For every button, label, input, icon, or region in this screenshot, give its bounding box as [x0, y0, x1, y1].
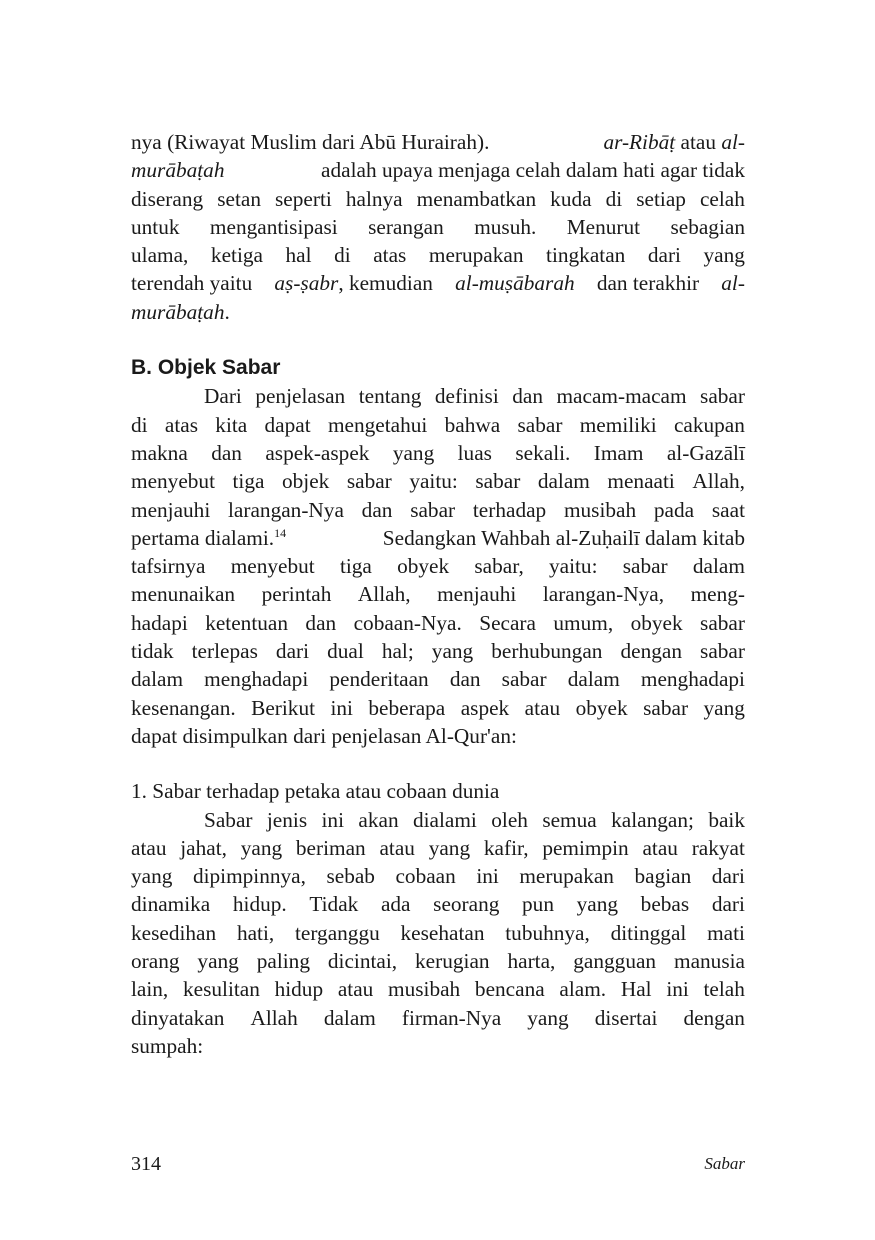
word: celah — [699, 186, 745, 211]
word: yang — [527, 1005, 569, 1030]
word: menyebut — [131, 469, 215, 494]
word: kerugian — [415, 949, 490, 974]
word: setiap — [636, 186, 686, 211]
word: atau — [642, 835, 678, 860]
word: setan — [217, 186, 261, 211]
text-run: Sedangkan Wahbah al-Zuḥailī dalam kitab — [382, 525, 745, 550]
word: kuda — [550, 186, 592, 211]
word: rakyat — [691, 835, 745, 860]
word: kalangan; — [611, 807, 694, 832]
text-run — [131, 241, 745, 269]
word: kesehatan — [400, 920, 485, 945]
word: sabar — [517, 412, 563, 437]
word: Hal — [620, 977, 652, 1002]
word: menunaikan — [131, 582, 236, 607]
word: yang — [576, 892, 619, 917]
word: umum, — [553, 610, 614, 635]
word: ketiga — [210, 243, 263, 268]
word: cobaan-Nya. — [353, 610, 462, 635]
word: seorang — [433, 892, 500, 917]
word: harta, — [507, 949, 556, 974]
word: pada — [653, 497, 695, 522]
word: definisi — [434, 384, 499, 409]
text-line — [131, 609, 745, 637]
word: yang — [431, 639, 474, 664]
word: kita — [215, 412, 248, 437]
word: di — [131, 412, 148, 437]
word: dan — [305, 610, 337, 635]
text-line — [131, 496, 745, 524]
word: dinamika — [131, 892, 211, 917]
word: sabar, — [474, 554, 524, 579]
word: dan — [449, 667, 481, 692]
word: menghadapi — [640, 667, 745, 692]
text-line — [131, 128, 745, 156]
word: luas — [457, 440, 492, 465]
word: yaitu: — [548, 554, 598, 579]
word: berhubungan — [491, 639, 603, 664]
word: dalam — [537, 469, 590, 494]
word: baik — [708, 807, 745, 832]
text-run: dapat disimpulkan dari penjelasan Al-Qur'an: — [131, 723, 517, 748]
word: Imam — [593, 440, 644, 465]
text-line — [131, 269, 745, 297]
word: perintah — [261, 582, 332, 607]
word: terhadap — [472, 497, 547, 522]
word: ada — [380, 892, 411, 917]
word: dalam — [131, 667, 184, 692]
text-line — [131, 241, 745, 269]
word: sebab — [326, 864, 375, 889]
word: Allah, — [692, 469, 745, 494]
word: Secara — [479, 610, 536, 635]
text-line — [131, 890, 745, 918]
word: musuh. — [474, 214, 537, 239]
word: beberapa — [368, 695, 446, 720]
word: pemimpin — [542, 835, 629, 860]
word: bencana — [474, 977, 545, 1002]
word: paling — [256, 949, 310, 974]
text-run — [131, 496, 745, 524]
text-line — [131, 185, 745, 213]
word: jahat, — [180, 835, 227, 860]
word: kafir, — [483, 835, 529, 860]
text-line — [131, 722, 745, 750]
word: diserang — [131, 186, 204, 211]
word: lain, — [131, 977, 169, 1002]
word: sabar — [700, 610, 745, 635]
word: terganggu — [294, 920, 380, 945]
text-run — [131, 185, 745, 213]
text-run — [131, 213, 745, 241]
word: kesulitan — [182, 977, 260, 1002]
word: obyek — [575, 695, 628, 720]
text-line — [131, 919, 745, 947]
word: hal; — [381, 639, 414, 664]
text-run — [131, 439, 745, 467]
word: Berikut — [251, 695, 316, 720]
word: dari — [711, 892, 745, 917]
word: aspek — [460, 695, 510, 720]
word: dinyatakan — [131, 1005, 225, 1030]
text-run — [131, 552, 745, 580]
word: sabar — [475, 469, 521, 494]
word: jenis — [266, 807, 308, 832]
body-text — [131, 128, 745, 1060]
word: larangan-Nya — [228, 497, 344, 522]
text-run — [131, 890, 745, 918]
word: dan — [361, 497, 393, 522]
word: mengetahui — [327, 412, 428, 437]
word: sebagian — [670, 214, 745, 239]
text-line — [131, 156, 745, 184]
text-line — [131, 411, 745, 439]
text-run — [131, 947, 745, 975]
word: dapat — [264, 412, 311, 437]
text-run: adalah upaya menjaga celah dalam hati agar tidak — [321, 158, 745, 183]
word: untuk — [131, 214, 180, 239]
text-line — [131, 1032, 745, 1060]
word: yang — [197, 949, 239, 974]
word: memiliki — [579, 412, 657, 437]
text-line — [131, 834, 745, 862]
word: hadapi — [131, 610, 188, 635]
word: musibah — [563, 497, 637, 522]
word: tafsirnya — [131, 554, 206, 579]
word: atau — [131, 835, 167, 860]
word: merupakan — [519, 864, 614, 889]
word: cobaan — [395, 864, 456, 889]
word: telah — [703, 977, 745, 1002]
word: menghadapi — [204, 667, 309, 692]
word: dari — [647, 243, 681, 268]
word: menaati — [607, 469, 675, 494]
word: ulama, — [131, 243, 189, 268]
text-line — [131, 665, 745, 693]
word: ini — [476, 864, 499, 889]
word: menjauhi — [437, 582, 517, 607]
word: alam. — [559, 977, 607, 1002]
word: yang — [131, 864, 173, 889]
word: orang — [131, 949, 180, 974]
word: macam-macam — [556, 384, 687, 409]
word: meng- — [690, 582, 745, 607]
word: mengantisipasi — [209, 214, 338, 239]
word: dalam — [567, 667, 620, 692]
text-run: terendah yaitu — [131, 271, 253, 296]
word: Allah — [250, 1005, 298, 1030]
word: halnya — [345, 186, 403, 211]
word: terlepas — [191, 639, 258, 664]
word: cakupan — [673, 412, 745, 437]
word: beriman — [295, 835, 366, 860]
word: tiga — [232, 469, 265, 494]
text-line — [131, 694, 745, 722]
word: atas — [373, 243, 407, 268]
word: kesedihan — [131, 920, 217, 945]
text-run — [204, 382, 745, 410]
text-line — [131, 298, 745, 326]
italic-term: murābaṭah — [131, 299, 225, 324]
word: bagian — [634, 864, 692, 889]
word: penjelasan — [255, 384, 346, 409]
word: Tidak — [309, 892, 359, 917]
word: sabar — [700, 639, 745, 664]
word: menambatkan — [416, 186, 537, 211]
text-line — [131, 213, 745, 241]
word: yang — [240, 835, 283, 860]
text-line — [131, 806, 745, 834]
italic-term: al-muṣābarah — [455, 271, 575, 296]
word: dialami — [412, 807, 477, 832]
italic-term: ar-Ribāṭ — [603, 130, 676, 154]
word: kesenangan. — [131, 695, 236, 720]
text-line — [131, 524, 745, 552]
word: dari — [711, 864, 745, 889]
word: gangguan — [573, 949, 657, 974]
word: bebas — [640, 892, 690, 917]
word: serangan — [368, 214, 444, 239]
word: manusia — [674, 949, 745, 974]
word: bahwa — [444, 412, 501, 437]
text-run — [131, 834, 745, 862]
word: dari — [275, 639, 310, 664]
word: ini — [666, 977, 689, 1002]
word: dual — [327, 639, 364, 664]
word: musibah — [388, 977, 461, 1002]
word: sabar — [700, 384, 745, 409]
word: ditinggal — [610, 920, 687, 945]
text-run — [131, 467, 745, 495]
word: sabar — [410, 497, 456, 522]
word: Menurut — [566, 214, 641, 239]
word: sabar — [622, 554, 668, 579]
word: seperti — [275, 186, 332, 211]
text-run — [131, 862, 745, 890]
word: semua — [542, 807, 597, 832]
text-run — [131, 411, 745, 439]
text-run: nya (Riwayat Muslim dari Abū Hurairah). — [131, 130, 490, 154]
word: sekali. — [515, 440, 571, 465]
word: al-Gazālī — [666, 440, 745, 465]
word: yang — [703, 243, 745, 268]
word: penderitaan — [329, 667, 429, 692]
word: ini — [321, 807, 344, 832]
word: Dari — [204, 384, 242, 409]
italic-term: al- — [721, 130, 745, 154]
word: di — [605, 186, 623, 211]
text-line — [131, 862, 745, 890]
word: objek — [281, 469, 330, 494]
text-run — [131, 975, 745, 1003]
text-run — [131, 1004, 745, 1032]
text-line — [131, 552, 745, 580]
word: hidup. — [232, 892, 287, 917]
word: dalam — [692, 554, 745, 579]
text-run: dan terakhir — [596, 271, 700, 296]
word: mati — [707, 920, 745, 945]
text-run — [131, 637, 745, 665]
word: menyebut — [230, 554, 315, 579]
word: saat — [711, 497, 745, 522]
italic-term: al- — [721, 271, 745, 296]
word: larangan-Nya, — [542, 582, 665, 607]
text-run: atau — [680, 130, 716, 154]
list-item — [131, 777, 745, 805]
word: sabar — [643, 695, 689, 720]
text-line — [131, 975, 745, 1003]
word: tentang — [358, 384, 422, 409]
word: dan — [512, 384, 543, 409]
text-line — [131, 637, 745, 665]
word: dicintai, — [327, 949, 398, 974]
word: tubuhnya, — [505, 920, 590, 945]
word: oleh — [491, 807, 528, 832]
word: tidak — [131, 639, 174, 664]
running-footer: Sabar — [704, 1154, 745, 1173]
word: merupakan — [428, 243, 524, 268]
text-line — [131, 467, 745, 495]
word: aspek-aspek — [265, 440, 370, 465]
word: dengan — [620, 639, 682, 664]
word: hal — [285, 243, 312, 268]
footnote-marker[interactable]: 14 — [274, 525, 287, 540]
word: makna — [131, 440, 188, 465]
text-line — [131, 1004, 745, 1032]
word: sabar — [501, 667, 547, 692]
page-number: 314 — [131, 1153, 161, 1175]
word: dipimpinnya, — [192, 864, 306, 889]
word: yaitu: — [409, 469, 458, 494]
text-run — [131, 919, 745, 947]
word: hati, — [236, 920, 275, 945]
word: Allah, — [357, 582, 411, 607]
text-run: , kemudian — [338, 271, 433, 296]
word: sabar — [346, 469, 392, 494]
word: obyek — [630, 610, 683, 635]
word: menjauhi — [131, 497, 211, 522]
word: atau — [524, 695, 561, 720]
word: pun — [522, 892, 554, 917]
list-item-text: 1. Sabar terhadap petaka atau cobaan dunia — [131, 779, 500, 804]
italic-term: aṣ-ṣabr — [274, 271, 339, 296]
text-run: . — [224, 299, 230, 324]
word: disertai — [594, 1005, 658, 1030]
word: di — [334, 243, 351, 268]
word: tiga — [339, 554, 372, 579]
word: dalam — [323, 1005, 376, 1030]
word: ketentuan — [205, 610, 288, 635]
text-run: pertama dialami. — [131, 525, 275, 550]
word: firman-Nya — [401, 1005, 502, 1030]
word: atau — [379, 835, 415, 860]
word: yang — [703, 695, 745, 720]
text-line — [131, 580, 745, 608]
word: dengan — [683, 1005, 745, 1030]
word: dan — [211, 440, 242, 465]
word: atas — [164, 412, 198, 437]
text-run — [204, 806, 745, 834]
text-run — [131, 665, 745, 693]
word: yang — [428, 835, 471, 860]
word: hidup — [274, 977, 324, 1002]
text-line — [131, 947, 745, 975]
word: tingkatan — [546, 243, 626, 268]
word: yang — [392, 440, 435, 465]
section-heading: B. Objek Sabar — [131, 356, 281, 380]
text-run — [131, 580, 745, 608]
text-run: sumpah: — [131, 1033, 204, 1058]
text-run — [131, 609, 745, 637]
word: Sabar — [204, 807, 253, 832]
text-run — [131, 694, 745, 722]
text-line — [131, 382, 745, 410]
italic-term: murābaṭah — [131, 158, 225, 183]
word: atau — [337, 977, 374, 1002]
word: ini — [330, 695, 353, 720]
text-line — [131, 439, 745, 467]
word: akan — [358, 807, 399, 832]
word: obyek — [397, 554, 450, 579]
